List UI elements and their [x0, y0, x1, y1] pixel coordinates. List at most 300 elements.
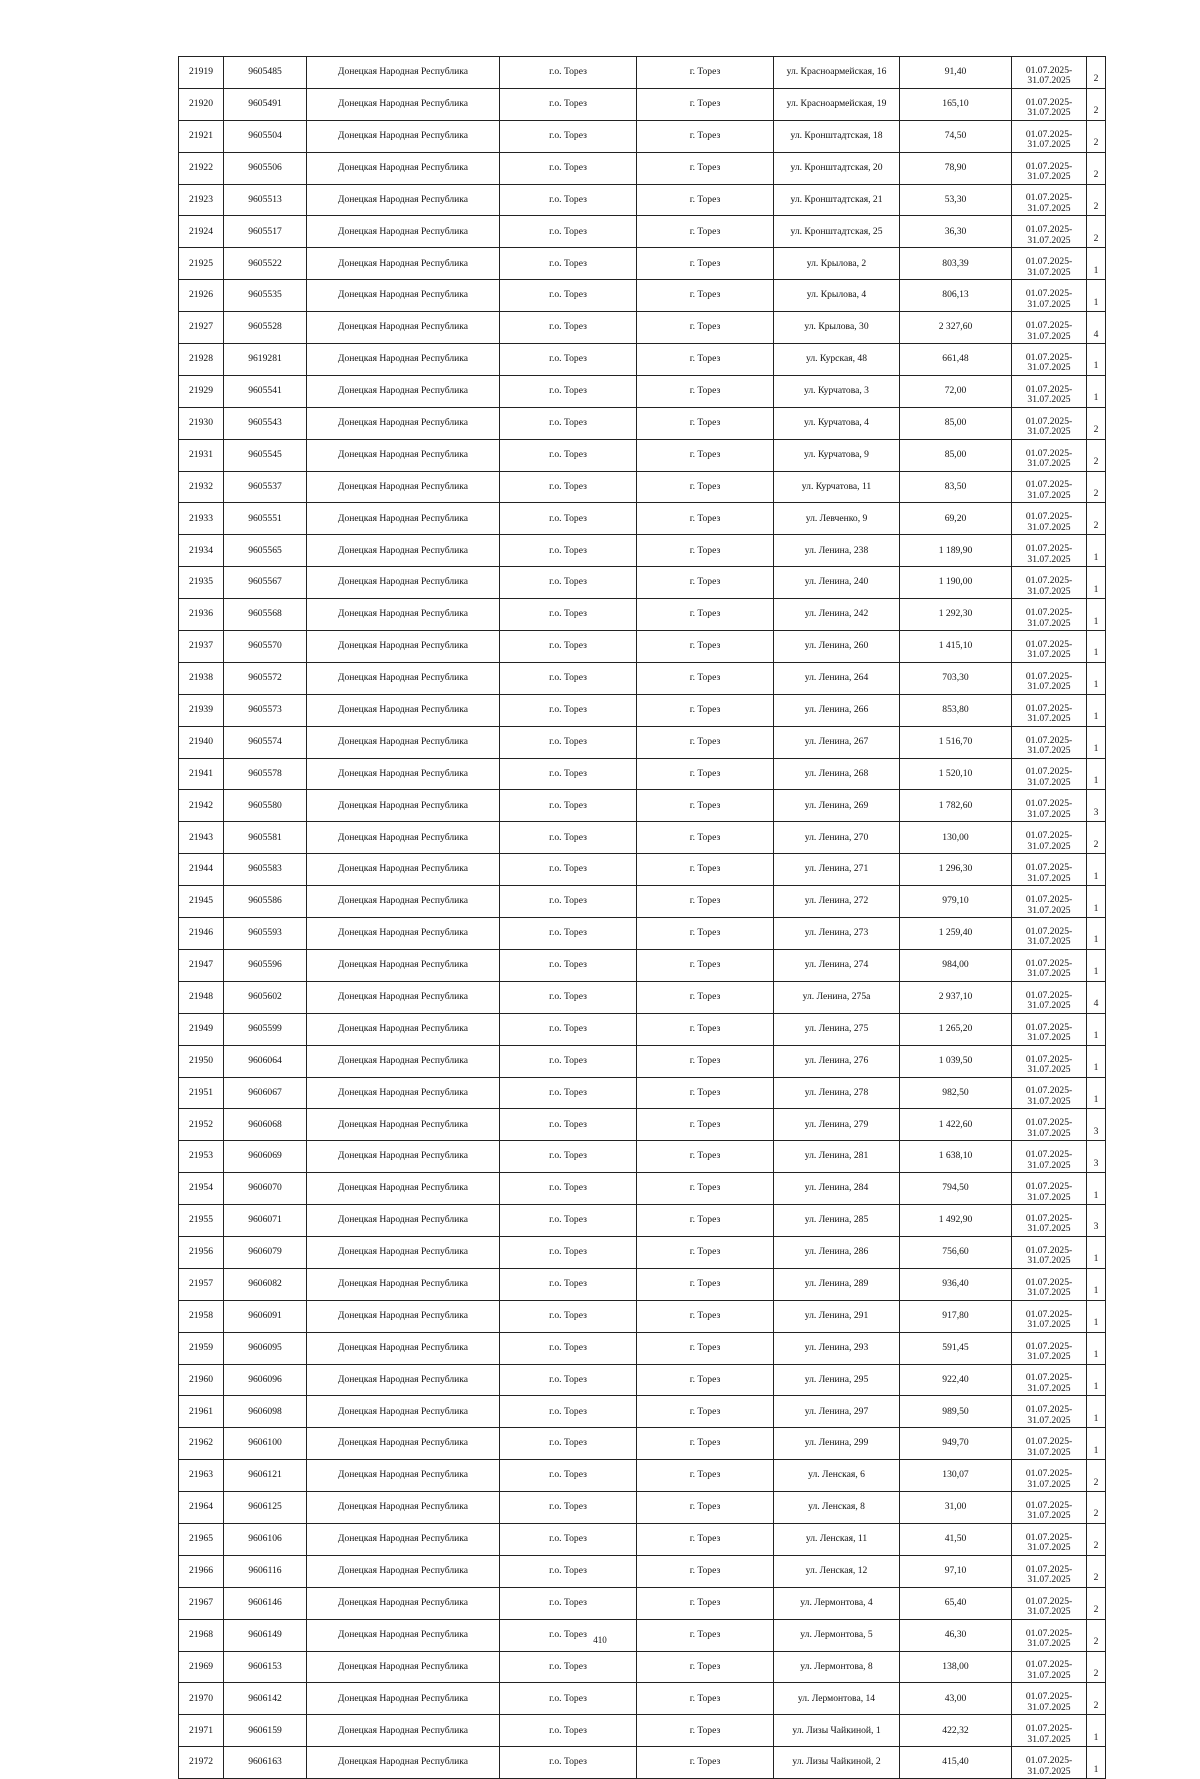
area-cell: 853,80 — [900, 694, 1012, 726]
area-cell: 1 638,10 — [900, 1141, 1012, 1173]
city-cell: г. Торез — [637, 184, 774, 216]
city-cell: г. Торез — [637, 1332, 774, 1364]
region-cell: Донецкая Народная Республика — [307, 1205, 500, 1237]
district-cell: г.о. Торез — [500, 758, 637, 790]
address-cell: ул. Курчатова, 9 — [774, 439, 900, 471]
object-code-cell: 9605537 — [224, 471, 307, 503]
area-cell: 1 516,70 — [900, 726, 1012, 758]
area-cell: 1 189,90 — [900, 535, 1012, 567]
row-number-cell: 21923 — [179, 184, 224, 216]
region-cell: Донецкая Народная Республика — [307, 1109, 500, 1141]
address-cell: ул. Ленина, 270 — [774, 822, 900, 854]
city-cell: г. Торез — [637, 1109, 774, 1141]
region-cell: Донецкая Народная Республика — [307, 726, 500, 758]
region-cell: Донецкая Народная Республика — [307, 216, 500, 248]
table-row — [179, 1523, 1106, 1555]
table-row — [179, 152, 1106, 184]
area-cell: 982,50 — [900, 1077, 1012, 1109]
count-cell: 2 — [1087, 88, 1106, 120]
address-cell: ул. Ленская, 11 — [774, 1523, 900, 1555]
period-cell: 01.07.2025-31.07.2025 — [1012, 1173, 1087, 1205]
district-cell: г.о. Торез — [500, 312, 637, 344]
district-cell: г.о. Торез — [500, 248, 637, 280]
address-cell: ул. Крылова, 2 — [774, 248, 900, 280]
period-cell: 01.07.2025-31.07.2025 — [1012, 1396, 1087, 1428]
address-cell: ул. Крылова, 30 — [774, 312, 900, 344]
row-number-cell: 21950 — [179, 1045, 224, 1077]
count-cell: 2 — [1087, 120, 1106, 152]
count-cell: 2 — [1087, 503, 1106, 535]
period-cell: 01.07.2025-31.07.2025 — [1012, 949, 1087, 981]
district-cell: г.о. Торез — [500, 694, 637, 726]
address-cell: ул. Ленина, 295 — [774, 1364, 900, 1396]
count-cell: 1 — [1087, 1364, 1106, 1396]
period-cell: 01.07.2025-31.07.2025 — [1012, 375, 1087, 407]
address-cell: ул. Ленская, 12 — [774, 1555, 900, 1587]
period-cell: 01.07.2025-31.07.2025 — [1012, 152, 1087, 184]
count-cell: 1 — [1087, 694, 1106, 726]
table-row — [179, 535, 1106, 567]
row-number-cell: 21956 — [179, 1236, 224, 1268]
region-cell: Донецкая Народная Республика — [307, 344, 500, 376]
period-cell: 01.07.2025-31.07.2025 — [1012, 1109, 1087, 1141]
table-row — [179, 1555, 1106, 1587]
district-cell: г.о. Торез — [500, 184, 637, 216]
address-cell: ул. Ленина, 281 — [774, 1141, 900, 1173]
address-cell: ул. Ленина, 297 — [774, 1396, 900, 1428]
row-number-cell: 21922 — [179, 152, 224, 184]
region-cell: Донецкая Народная Республика — [307, 535, 500, 567]
table-row — [179, 312, 1106, 344]
table-row — [179, 280, 1106, 312]
object-code-cell: 9606116 — [224, 1555, 307, 1587]
address-cell: ул. Ленина, 279 — [774, 1109, 900, 1141]
city-cell: г. Торез — [637, 631, 774, 663]
address-cell: ул. Ленина, 274 — [774, 949, 900, 981]
period-cell: 01.07.2025-31.07.2025 — [1012, 1747, 1087, 1779]
area-cell: 1 422,60 — [900, 1109, 1012, 1141]
city-cell: г. Торез — [637, 120, 774, 152]
count-cell: 2 — [1087, 1460, 1106, 1492]
count-cell: 2 — [1087, 152, 1106, 184]
table-row — [179, 216, 1106, 248]
count-cell: 2 — [1087, 1587, 1106, 1619]
period-cell: 01.07.2025-31.07.2025 — [1012, 918, 1087, 950]
area-cell: 1 782,60 — [900, 790, 1012, 822]
table-row — [179, 599, 1106, 631]
period-cell: 01.07.2025-31.07.2025 — [1012, 726, 1087, 758]
row-number-cell: 21957 — [179, 1268, 224, 1300]
table-row — [179, 1460, 1106, 1492]
count-cell: 1 — [1087, 375, 1106, 407]
city-cell: г. Торез — [637, 918, 774, 950]
district-cell: г.о. Торез — [500, 1747, 637, 1779]
count-cell: 1 — [1087, 248, 1106, 280]
row-number-cell: 21930 — [179, 407, 224, 439]
count-cell: 1 — [1087, 1268, 1106, 1300]
count-cell: 2 — [1087, 1555, 1106, 1587]
district-cell: г.о. Торез — [500, 535, 637, 567]
region-cell: Донецкая Народная Республика — [307, 57, 500, 89]
count-cell: 2 — [1087, 471, 1106, 503]
region-cell: Донецкая Народная Республика — [307, 1077, 500, 1109]
table-row — [179, 1651, 1106, 1683]
count-cell: 1 — [1087, 949, 1106, 981]
region-cell: Донецкая Народная Республика — [307, 280, 500, 312]
city-cell: г. Торез — [637, 375, 774, 407]
data-table — [178, 56, 1106, 1779]
table-body — [179, 57, 1106, 1779]
row-number-cell: 21960 — [179, 1364, 224, 1396]
object-code-cell: 9605599 — [224, 1013, 307, 1045]
object-code-cell: 9605586 — [224, 886, 307, 918]
address-cell: ул. Ленина, 278 — [774, 1077, 900, 1109]
address-cell: ул. Ленина, 299 — [774, 1428, 900, 1460]
city-cell: г. Торез — [637, 1523, 774, 1555]
row-number-cell: 21970 — [179, 1683, 224, 1715]
period-cell: 01.07.2025-31.07.2025 — [1012, 1651, 1087, 1683]
address-cell: ул. Кронштадтская, 20 — [774, 152, 900, 184]
region-cell: Донецкая Народная Республика — [307, 1396, 500, 1428]
area-cell: 1 259,40 — [900, 918, 1012, 950]
address-cell: ул. Красноармейская, 16 — [774, 57, 900, 89]
row-number-cell: 21926 — [179, 280, 224, 312]
row-number-cell: 21940 — [179, 726, 224, 758]
address-cell: ул. Кронштадтская, 25 — [774, 216, 900, 248]
object-code-cell: 9606067 — [224, 1077, 307, 1109]
address-cell: ул. Лермонтова, 5 — [774, 1619, 900, 1651]
count-cell: 1 — [1087, 1715, 1106, 1747]
area-cell: 31,00 — [900, 1492, 1012, 1524]
city-cell: г. Торез — [637, 662, 774, 694]
district-cell: г.о. Торез — [500, 1300, 637, 1332]
count-cell: 2 — [1087, 439, 1106, 471]
region-cell: Донецкая Народная Республика — [307, 1619, 500, 1651]
address-cell: ул. Кронштадтская, 21 — [774, 184, 900, 216]
object-code-cell: 9605573 — [224, 694, 307, 726]
district-cell: г.о. Торез — [500, 567, 637, 599]
area-cell: 803,39 — [900, 248, 1012, 280]
row-number-cell: 21949 — [179, 1013, 224, 1045]
count-cell: 1 — [1087, 631, 1106, 663]
address-cell: ул. Курская, 48 — [774, 344, 900, 376]
region-cell: Донецкая Народная Республика — [307, 1300, 500, 1332]
city-cell: г. Торез — [637, 535, 774, 567]
object-code-cell: 9605545 — [224, 439, 307, 471]
object-code-cell: 9606069 — [224, 1141, 307, 1173]
district-cell: г.о. Торез — [500, 662, 637, 694]
row-number-cell: 21934 — [179, 535, 224, 567]
city-cell: г. Торез — [637, 57, 774, 89]
object-code-cell: 9605535 — [224, 280, 307, 312]
page-number: 410 — [593, 1635, 607, 1645]
area-cell: 130,00 — [900, 822, 1012, 854]
object-code-cell: 9605551 — [224, 503, 307, 535]
district-cell: г.о. Торез — [500, 631, 637, 663]
period-cell: 01.07.2025-31.07.2025 — [1012, 1587, 1087, 1619]
row-number-cell: 21947 — [179, 949, 224, 981]
district-cell: г.о. Торез — [500, 88, 637, 120]
object-code-cell: 9605572 — [224, 662, 307, 694]
city-cell: г. Торез — [637, 1364, 774, 1396]
object-code-cell: 9606146 — [224, 1587, 307, 1619]
period-cell: 01.07.2025-31.07.2025 — [1012, 248, 1087, 280]
row-number-cell: 21946 — [179, 918, 224, 950]
district-cell: г.о. Торез — [500, 949, 637, 981]
object-code-cell: 9606068 — [224, 1109, 307, 1141]
row-number-cell: 21920 — [179, 88, 224, 120]
area-cell: 2 327,60 — [900, 312, 1012, 344]
district-cell: г.о. Торез — [500, 790, 637, 822]
table-row — [179, 1332, 1106, 1364]
object-code-cell: 9606096 — [224, 1364, 307, 1396]
region-cell: Донецкая Народная Республика — [307, 503, 500, 535]
period-cell: 01.07.2025-31.07.2025 — [1012, 1683, 1087, 1715]
area-cell: 1 415,10 — [900, 631, 1012, 663]
table-row — [179, 726, 1106, 758]
table-row — [179, 854, 1106, 886]
city-cell: г. Торез — [637, 822, 774, 854]
table-row — [179, 631, 1106, 663]
city-cell: г. Торез — [637, 503, 774, 535]
city-cell: г. Торез — [637, 1236, 774, 1268]
city-cell: г. Торез — [637, 758, 774, 790]
region-cell: Донецкая Народная Республика — [307, 375, 500, 407]
table-row — [179, 1300, 1106, 1332]
table-row — [179, 662, 1106, 694]
district-cell: г.о. Торез — [500, 375, 637, 407]
region-cell: Донецкая Народная Республика — [307, 184, 500, 216]
row-number-cell: 21943 — [179, 822, 224, 854]
count-cell: 2 — [1087, 184, 1106, 216]
period-cell: 01.07.2025-31.07.2025 — [1012, 1300, 1087, 1332]
count-cell: 1 — [1087, 344, 1106, 376]
object-code-cell: 9605567 — [224, 567, 307, 599]
region-cell: Донецкая Народная Республика — [307, 1523, 500, 1555]
district-cell: г.о. Торез — [500, 120, 637, 152]
table-row — [179, 503, 1106, 535]
row-number-cell: 21927 — [179, 312, 224, 344]
area-cell: 36,30 — [900, 216, 1012, 248]
district-cell: г.о. Торез — [500, 1236, 637, 1268]
city-cell: г. Торез — [637, 886, 774, 918]
period-cell: 01.07.2025-31.07.2025 — [1012, 981, 1087, 1013]
row-number-cell: 21942 — [179, 790, 224, 822]
object-code-cell: 9605528 — [224, 312, 307, 344]
address-cell: ул. Ленина, 275а — [774, 981, 900, 1013]
city-cell: г. Торез — [637, 1715, 774, 1747]
period-cell: 01.07.2025-31.07.2025 — [1012, 1013, 1087, 1045]
row-number-cell: 21925 — [179, 248, 224, 280]
object-code-cell: 9606095 — [224, 1332, 307, 1364]
count-cell: 1 — [1087, 1013, 1106, 1045]
object-code-cell: 9605581 — [224, 822, 307, 854]
area-cell: 989,50 — [900, 1396, 1012, 1428]
city-cell: г. Торез — [637, 1683, 774, 1715]
period-cell: 01.07.2025-31.07.2025 — [1012, 822, 1087, 854]
district-cell: г.о. Торез — [500, 1683, 637, 1715]
region-cell: Донецкая Народная Республика — [307, 1555, 500, 1587]
address-cell: ул. Лизы Чайкиной, 2 — [774, 1747, 900, 1779]
area-cell: 138,00 — [900, 1651, 1012, 1683]
district-cell: г.о. Торез — [500, 1268, 637, 1300]
object-code-cell: 9606100 — [224, 1428, 307, 1460]
district-cell: г.о. Торез — [500, 1619, 637, 1651]
row-number-cell: 21932 — [179, 471, 224, 503]
area-cell: 794,50 — [900, 1173, 1012, 1205]
row-number-cell: 21921 — [179, 120, 224, 152]
period-cell: 01.07.2025-31.07.2025 — [1012, 439, 1087, 471]
district-cell: г.о. Торез — [500, 822, 637, 854]
row-number-cell: 21929 — [179, 375, 224, 407]
region-cell: Донецкая Народная Республика — [307, 854, 500, 886]
address-cell: ул. Ленская, 8 — [774, 1492, 900, 1524]
district-cell: г.о. Торез — [500, 726, 637, 758]
count-cell: 1 — [1087, 567, 1106, 599]
city-cell: г. Торез — [637, 1077, 774, 1109]
district-cell: г.о. Торез — [500, 280, 637, 312]
address-cell: ул. Ленина, 238 — [774, 535, 900, 567]
object-code-cell: 9605541 — [224, 375, 307, 407]
row-number-cell: 21962 — [179, 1428, 224, 1460]
city-cell: г. Торез — [637, 88, 774, 120]
period-cell: 01.07.2025-31.07.2025 — [1012, 1332, 1087, 1364]
period-cell: 01.07.2025-31.07.2025 — [1012, 662, 1087, 694]
row-number-cell: 21924 — [179, 216, 224, 248]
object-code-cell: 9606121 — [224, 1460, 307, 1492]
row-number-cell: 21939 — [179, 694, 224, 726]
period-cell: 01.07.2025-31.07.2025 — [1012, 535, 1087, 567]
city-cell: г. Торез — [637, 854, 774, 886]
table-row — [179, 375, 1106, 407]
area-cell: 130,07 — [900, 1460, 1012, 1492]
period-cell: 01.07.2025-31.07.2025 — [1012, 184, 1087, 216]
period-cell: 01.07.2025-31.07.2025 — [1012, 694, 1087, 726]
area-cell: 1 265,20 — [900, 1013, 1012, 1045]
district-cell: г.о. Торез — [500, 216, 637, 248]
period-cell: 01.07.2025-31.07.2025 — [1012, 1364, 1087, 1396]
count-cell: 1 — [1087, 1428, 1106, 1460]
row-number-cell: 21955 — [179, 1205, 224, 1237]
region-cell: Донецкая Народная Республика — [307, 662, 500, 694]
area-cell: 979,10 — [900, 886, 1012, 918]
period-cell: 01.07.2025-31.07.2025 — [1012, 1715, 1087, 1747]
district-cell: г.о. Торез — [500, 1013, 637, 1045]
period-cell: 01.07.2025-31.07.2025 — [1012, 1523, 1087, 1555]
area-cell: 984,00 — [900, 949, 1012, 981]
region-cell: Донецкая Народная Республика — [307, 631, 500, 663]
table-row — [179, 1013, 1106, 1045]
period-cell: 01.07.2025-31.07.2025 — [1012, 567, 1087, 599]
district-cell: г.о. Торез — [500, 407, 637, 439]
count-cell: 2 — [1087, 1651, 1106, 1683]
region-cell: Донецкая Народная Республика — [307, 152, 500, 184]
region-cell: Донецкая Народная Республика — [307, 1492, 500, 1524]
count-cell: 2 — [1087, 822, 1106, 854]
district-cell: г.о. Торез — [500, 1460, 637, 1492]
table-row — [179, 981, 1106, 1013]
region-cell: Донецкая Народная Республика — [307, 1460, 500, 1492]
count-cell: 1 — [1087, 535, 1106, 567]
object-code-cell: 9605574 — [224, 726, 307, 758]
city-cell: г. Торез — [637, 152, 774, 184]
object-code-cell: 9605506 — [224, 152, 307, 184]
table-row — [179, 1683, 1106, 1715]
district-cell: г.о. Торез — [500, 1077, 637, 1109]
count-cell: 1 — [1087, 1332, 1106, 1364]
district-cell: г.о. Торез — [500, 1428, 637, 1460]
table-row — [179, 184, 1106, 216]
address-cell: ул. Ленская, 6 — [774, 1460, 900, 1492]
period-cell: 01.07.2025-31.07.2025 — [1012, 312, 1087, 344]
table-row — [179, 1587, 1106, 1619]
period-cell: 01.07.2025-31.07.2025 — [1012, 790, 1087, 822]
region-cell: Донецкая Народная Республика — [307, 120, 500, 152]
count-cell: 2 — [1087, 57, 1106, 89]
city-cell: г. Торез — [637, 1651, 774, 1683]
region-cell: Донецкая Народная Республика — [307, 1747, 500, 1779]
district-cell: г.о. Торез — [500, 1715, 637, 1747]
table-row — [179, 758, 1106, 790]
city-cell: г. Торез — [637, 280, 774, 312]
area-cell: 97,10 — [900, 1555, 1012, 1587]
period-cell: 01.07.2025-31.07.2025 — [1012, 344, 1087, 376]
table-row — [179, 248, 1106, 280]
row-number-cell: 21968 — [179, 1619, 224, 1651]
count-cell: 1 — [1087, 726, 1106, 758]
address-cell: ул. Ленина, 269 — [774, 790, 900, 822]
period-cell: 01.07.2025-31.07.2025 — [1012, 1268, 1087, 1300]
object-code-cell: 9605513 — [224, 184, 307, 216]
table-row — [179, 1396, 1106, 1428]
object-code-cell: 9605517 — [224, 216, 307, 248]
object-code-cell: 9605543 — [224, 407, 307, 439]
area-cell: 756,60 — [900, 1236, 1012, 1268]
period-cell: 01.07.2025-31.07.2025 — [1012, 471, 1087, 503]
object-code-cell: 9605578 — [224, 758, 307, 790]
count-cell: 3 — [1087, 1141, 1106, 1173]
row-number-cell: 21919 — [179, 57, 224, 89]
period-cell: 01.07.2025-31.07.2025 — [1012, 631, 1087, 663]
count-cell: 4 — [1087, 981, 1106, 1013]
count-cell: 3 — [1087, 1109, 1106, 1141]
table-row — [179, 439, 1106, 471]
table-row — [179, 1364, 1106, 1396]
period-cell: 01.07.2025-31.07.2025 — [1012, 886, 1087, 918]
district-cell: г.о. Торез — [500, 439, 637, 471]
count-cell: 2 — [1087, 1619, 1106, 1651]
area-cell: 46,30 — [900, 1619, 1012, 1651]
address-cell: ул. Ленина, 291 — [774, 1300, 900, 1332]
address-cell: ул. Лермонтова, 14 — [774, 1683, 900, 1715]
table-row — [179, 407, 1106, 439]
city-cell: г. Торез — [637, 790, 774, 822]
district-cell: г.о. Торез — [500, 886, 637, 918]
period-cell: 01.07.2025-31.07.2025 — [1012, 1141, 1087, 1173]
region-cell: Донецкая Народная Республика — [307, 918, 500, 950]
period-cell: 01.07.2025-31.07.2025 — [1012, 1077, 1087, 1109]
row-number-cell: 21936 — [179, 599, 224, 631]
table-row — [179, 790, 1106, 822]
address-cell: ул. Ленина, 268 — [774, 758, 900, 790]
row-number-cell: 21961 — [179, 1396, 224, 1428]
city-cell: г. Торез — [637, 1460, 774, 1492]
object-code-cell: 9606082 — [224, 1268, 307, 1300]
address-cell: ул. Кронштадтская, 18 — [774, 120, 900, 152]
region-cell: Донецкая Народная Республика — [307, 1651, 500, 1683]
address-cell: ул. Ленина, 267 — [774, 726, 900, 758]
district-cell: г.о. Торез — [500, 1109, 637, 1141]
